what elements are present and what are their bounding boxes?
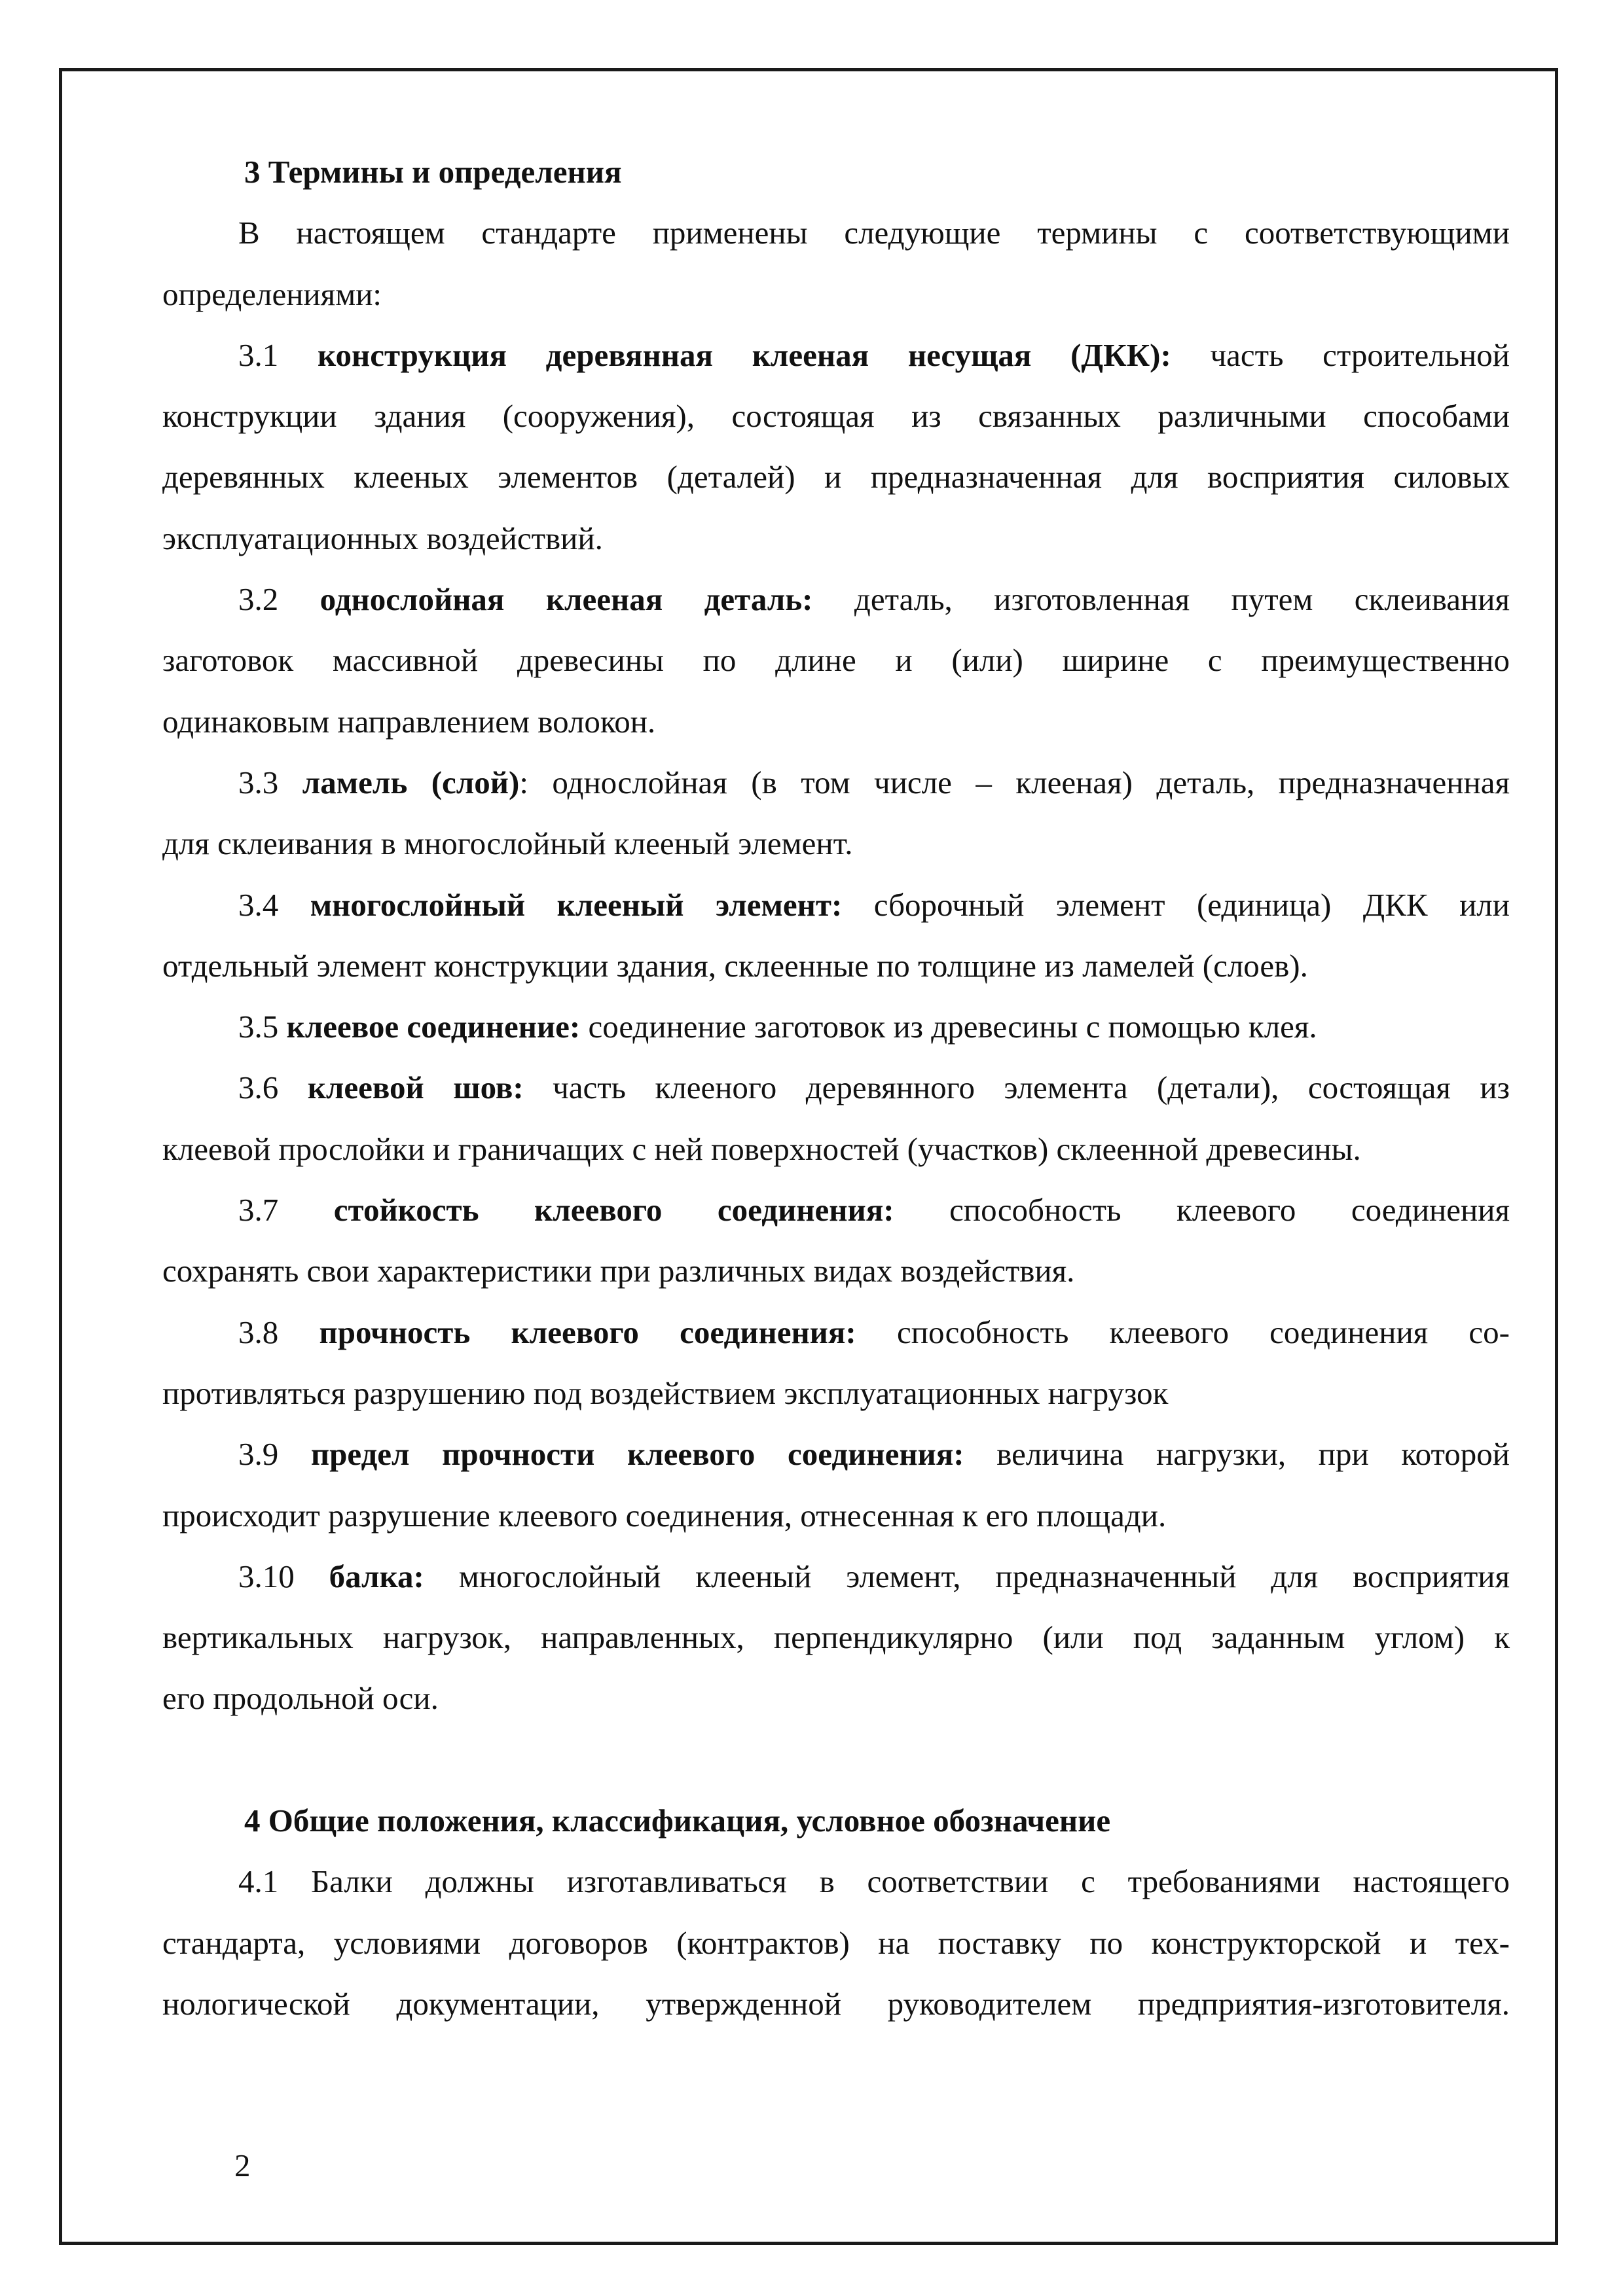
term-3-3-line bbox=[162, 752, 1510, 813]
page-number: 2 bbox=[234, 2147, 251, 2183]
section-4-heading: 4 Общие положения, классификация, условное обозначение bbox=[244, 1803, 1111, 1839]
term-title: однослойная клееная деталь: bbox=[319, 581, 813, 618]
term-title: балка: bbox=[329, 1558, 424, 1594]
term-3-9-line: происходит разрушение клеевого соединения, отнесенная к его площади. bbox=[162, 1497, 1167, 1534]
term-3-1-line: конструкции здания (сооружения), состоящая из связанных различными способами bbox=[162, 398, 1510, 435]
term-title: многослойный клееный элемент: bbox=[310, 886, 843, 923]
section-3-intro-line: определениями: bbox=[162, 276, 382, 312]
term-number: 3.6 bbox=[238, 1069, 308, 1106]
term-3-9-line bbox=[162, 1424, 1510, 1484]
term-3-7-line bbox=[162, 1179, 1510, 1240]
term-3-6-line: клеевой прослойки и граничащих с ней поверхностей (участков) склеенной древесины. bbox=[162, 1130, 1361, 1167]
document-body bbox=[162, 141, 1510, 2034]
term-number: 3.2 bbox=[238, 581, 320, 618]
section-4-paragraph-line: нологической документации, утвержденной руководителем предприятия-изготовителя. bbox=[162, 1985, 1510, 2022]
term-3-1-line: эксплуатационных воздействий. bbox=[162, 520, 603, 556]
term-number: 3.8 bbox=[238, 1314, 319, 1350]
section-spacer bbox=[162, 1729, 1510, 1790]
term-3-8-line: противляться разрушению под воздействием эксплуатационных нагрузок bbox=[162, 1374, 1169, 1411]
term-3-8-line bbox=[162, 1302, 1510, 1363]
term-3-4-line bbox=[162, 874, 1510, 935]
term-3-5-line bbox=[162, 996, 1510, 1057]
term-3-6-line bbox=[162, 1057, 1510, 1118]
term-number: 3.7 bbox=[238, 1192, 334, 1229]
term-3-1-line: деревянных клееных элементов (деталей) и предназначенная для восприятия силовых bbox=[162, 459, 1510, 495]
section-4-paragraph-line: стандарта, условиями договоров (контрактов) на поставку по конструкторской и тех- bbox=[162, 1924, 1510, 1961]
term-title: клеевой шов: bbox=[307, 1069, 524, 1106]
term-number: 3.4 bbox=[238, 886, 310, 923]
term-title: ламель (слой) bbox=[302, 764, 520, 800]
term-number: 3.9 bbox=[238, 1436, 311, 1473]
section-4-paragraph-line: 4.1 Балки должны изготавливаться в соответствии с требованиями настоящего bbox=[238, 1863, 1510, 1900]
term-definition: способность клеевого соединения со- bbox=[856, 1314, 1510, 1350]
term-definition: часть строительной bbox=[1171, 336, 1510, 373]
term-3-7-line: сохранять свои характеристики при различных видах воздействия. bbox=[162, 1253, 1075, 1289]
term-title: предел прочности клеевого соединения: bbox=[310, 1436, 964, 1473]
term-definition: часть клееного деревянного элемента (детали), состоящая из bbox=[523, 1069, 1510, 1106]
term-definition: многослойный клееный элемент, предназначенный для восприятия bbox=[424, 1558, 1510, 1594]
term-3-2-line: заготовок массивной древесины по длине и (или) ширине с преимущественно bbox=[162, 642, 1510, 679]
term-definition: соединение заготовок из древесины с помощью клея. bbox=[580, 1009, 1317, 1045]
term-3-2-line bbox=[162, 569, 1510, 630]
section-3-intro-line: В настоящем стандарте применены следующие термины с соответствующими bbox=[238, 215, 1510, 251]
term-3-4-line: отдельный элемент конструкции здания, склеенные по толщине из ламелей (слоев). bbox=[162, 947, 1308, 984]
term-definition: : однослойная (в том числе – клееная) деталь, предназначенная bbox=[519, 764, 1510, 800]
term-3-10-line: его продольной оси. bbox=[162, 1680, 439, 1717]
term-definition: деталь, изготовленная путем склеивания bbox=[812, 581, 1510, 618]
term-3-10-line bbox=[162, 1546, 1510, 1607]
term-number: 3.1 bbox=[238, 336, 318, 373]
term-number: 3.10 bbox=[238, 1558, 329, 1594]
term-definition: способность клеевого соединения bbox=[894, 1192, 1510, 1229]
term-title: прочность клеевого соединения: bbox=[319, 1314, 856, 1350]
term-3-2-line: одинаковым направлением волокон. bbox=[162, 703, 656, 740]
term-title: стойкость клеевого соединения: bbox=[333, 1192, 894, 1229]
term-3-3-line: для склеивания в многослойный клееный элемент. bbox=[162, 825, 853, 862]
term-definition: сборочный элемент (единица) ДКК или bbox=[842, 886, 1510, 923]
term-definition: величина нагрузки, при которой bbox=[964, 1436, 1510, 1473]
term-title: клеевое соединение: bbox=[286, 1009, 581, 1045]
term-number: 3.3 bbox=[238, 764, 302, 800]
term-number: 3.5 bbox=[238, 1009, 287, 1045]
section-3-heading: 3 Термины и определения bbox=[244, 154, 622, 190]
term-3-1-line bbox=[162, 325, 1510, 386]
term-3-10-line: вертикальных нагрузок, направленных, перпендикулярно (или под заданным углом) к bbox=[162, 1619, 1510, 1656]
term-title: конструкция деревянная клееная несущая (ДКК): bbox=[317, 336, 1171, 373]
